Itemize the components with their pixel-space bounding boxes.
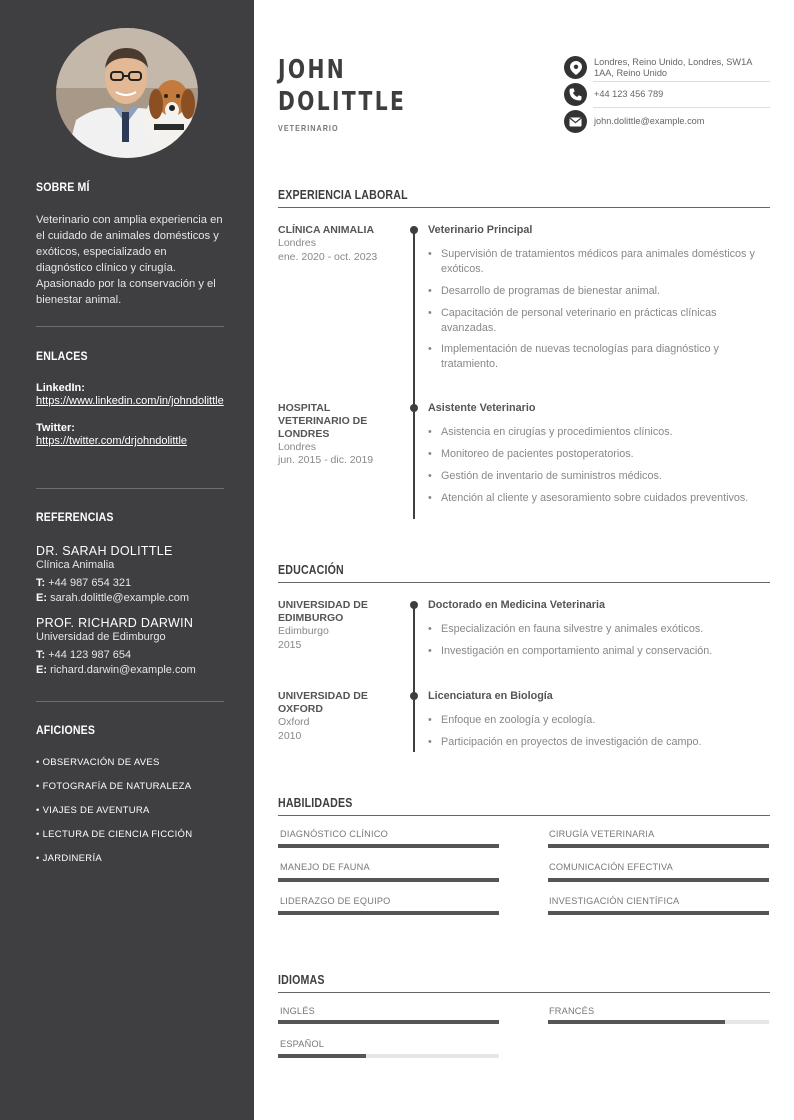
job-organization: HOSPITAL VETERINARIO DE LONDRES (278, 402, 368, 440)
address-text: Londres, Reino Unido, Londres, SW1A 1AA, Reino Unido (594, 57, 752, 78)
job-bullet: • Capacitación de personal veterinario en prácticas clínicas avanzadas. (428, 306, 758, 336)
job-bullet: • Implementación de nuevas tecnologías para diagnóstico y tratamiento. (428, 342, 758, 372)
twitter-link[interactable]: https://twitter.com/drjohndolittle (36, 435, 188, 447)
job-bullet: • Supervisión de tratamientos médicos para animales domésticos y exóticos. (428, 247, 758, 277)
edu-bullet: • Participación en proyectos de investigación de campo. (428, 735, 758, 750)
edu-year: 2010 (278, 730, 302, 742)
job-organization: CLÍNICA ANIMALIA (278, 224, 375, 236)
edu-organization: UNIVERSIDAD DE OXFORD (278, 690, 368, 715)
skill-bar-fill (278, 911, 499, 915)
hobby-item: • LECTURA DE CIENCIA FICCIÓN (36, 829, 193, 840)
reference-phone: +44 987 654 321 (48, 577, 132, 589)
reference-phone-label: T: (36, 577, 46, 589)
contact-email (564, 110, 770, 133)
experience-title: EXPERIENCIA LABORAL (278, 188, 408, 202)
job-bullet: • Desarrollo de programas de bienestar animal. (428, 284, 758, 299)
about-title: SOBRE MÍ (36, 180, 90, 194)
timeline-dot (410, 601, 418, 609)
languages-title: IDIOMAS (278, 973, 325, 987)
edu-degree: Doctorado en Medicina Veterinaria (428, 599, 605, 611)
edu-year: 2015 (278, 639, 302, 651)
reference-email: sarah.dolittle@example.com (50, 592, 190, 604)
edu-location: Edimburgo (278, 625, 329, 637)
reference-name: DR. SARAH DOLITTLE (36, 544, 173, 558)
skill-bar-fill (548, 844, 769, 848)
references-title: REFERENCIAS (36, 510, 114, 524)
twitter-label: Twitter: (36, 422, 75, 434)
contact-divider (593, 107, 770, 108)
skill-bar-fill (548, 911, 769, 915)
email-text: john.dolittle@example.com (594, 116, 705, 126)
skill-bar-fill (278, 878, 499, 882)
skill-bar (548, 844, 769, 848)
timeline-line (413, 604, 415, 752)
job-dates: ene. 2020 - oct. 2023 (278, 251, 378, 263)
section-rule (278, 582, 770, 583)
skill-label: MANEJO DE FAUNA (280, 862, 370, 872)
contact-divider (593, 81, 770, 82)
timeline-dot (410, 692, 418, 700)
edu-degree: Licenciatura en Biología (428, 690, 553, 702)
education-title: EDUCACIÓN (278, 563, 344, 577)
skill-bar (548, 878, 769, 882)
job-bullet: • Atención al cliente y asesoramiento sobre cuidados preventivos. (428, 491, 758, 506)
about-section (36, 180, 224, 308)
job-dates: jun. 2015 - dic. 2019 (278, 454, 374, 466)
language-bar-fill (278, 1020, 499, 1024)
reference-email: richard.darwin@example.com (50, 664, 196, 676)
skills-title: HABILIDADES (278, 796, 353, 810)
reference-item (36, 544, 224, 606)
timeline-line (413, 229, 415, 519)
reference-org: Clínica Animalia (36, 559, 115, 571)
sidebar-divider (36, 701, 224, 702)
skill-bar-fill (548, 878, 769, 882)
skill-label: CIRUGÍA VETERINARIA (549, 829, 655, 839)
skill-bar (278, 878, 499, 882)
section-rule (278, 207, 770, 208)
phone-icon (564, 83, 587, 106)
language-bar-fill (548, 1020, 725, 1024)
hobby-item: • VIAJES DE AVENTURA (36, 805, 150, 816)
reference-phone: +44 123 987 654 (48, 649, 132, 661)
links-section (36, 349, 224, 449)
location-icon (564, 56, 587, 79)
references-section (36, 510, 224, 678)
edu-location: Oxford (278, 716, 310, 728)
job-bullet: • Asistencia en cirugías y procedimientos clínicos. (428, 425, 758, 440)
skill-bar (278, 844, 499, 848)
section-rule (278, 815, 770, 816)
skill-bar-fill (278, 844, 499, 848)
language-bar (278, 1054, 499, 1058)
skill-label: DIAGNÓSTICO CLÍNICO (280, 829, 388, 839)
reference-item (36, 616, 224, 678)
skill-label: INVESTIGACIÓN CIENTÍFICA (549, 896, 680, 906)
person-name (278, 54, 406, 118)
hobbies-title: AFICIONES (36, 723, 96, 737)
reference-org: Universidad de Edimburgo (36, 631, 166, 643)
language-bar-fill (278, 1054, 366, 1058)
skill-label: LIDERAZGO DE EQUIPO (280, 896, 391, 906)
email-icon (564, 110, 587, 133)
sidebar-divider (36, 488, 224, 489)
links-title: ENLACES (36, 349, 88, 363)
timeline-dot (410, 404, 418, 412)
timeline-dot (410, 226, 418, 234)
reference-name: PROF. RICHARD DARWIN (36, 616, 194, 630)
language-bar (278, 1020, 499, 1024)
hobby-item: • JARDINERÍA (36, 853, 103, 864)
first-name: JOHN (278, 55, 347, 85)
job-title: VETERINARIO (278, 123, 339, 133)
hobby-item: • OBSERVACIÓN DE AVES (36, 757, 160, 768)
linkedin-link[interactable]: https://www.linkedin.com/in/johndolittle (36, 395, 224, 407)
edu-bullet: • Enfoque en zoología y ecología. (428, 713, 758, 728)
profile-photo (56, 28, 198, 158)
skill-bar (278, 911, 499, 915)
about-text: Veterinario con amplia experiencia en el cuidado de animales domésticos y exóticos, especializado en diagnóstico clínico y cirugía. Apasionado por la conservación y el bienestar animal. (36, 214, 223, 306)
language-bar (548, 1020, 769, 1024)
phone-text: +44 123 456 789 (594, 89, 664, 99)
sidebar (0, 0, 254, 1120)
job-position: Veterinario Principal (428, 224, 533, 236)
hobby-item: • FOTOGRAFÍA DE NATURALEZA (36, 781, 192, 792)
edu-organization: UNIVERSIDAD DE EDIMBURGO (278, 599, 368, 624)
edu-bullet: • Investigación en comportamiento animal y conservación. (428, 644, 758, 659)
job-bullet: • Monitoreo de pacientes postoperatorios. (428, 447, 758, 462)
language-label: ESPAÑOL (280, 1039, 325, 1049)
reference-phone-label: T: (36, 649, 46, 661)
linkedin-label: LinkedIn: (36, 382, 85, 394)
sidebar-divider (36, 326, 224, 327)
edu-bullet: • Especialización en fauna silvestre y animales exóticos. (428, 622, 758, 637)
contact-address (564, 56, 770, 79)
job-bullet: • Gestión de inventario de suministros médicos. (428, 469, 758, 484)
contact-phone (564, 83, 770, 106)
section-rule (278, 992, 770, 993)
reference-email-label: E: (36, 592, 47, 604)
hobbies-section (36, 723, 224, 877)
reference-email-label: E: (36, 664, 47, 676)
job-location: Londres (278, 237, 316, 249)
language-label: INGLÉS (280, 1006, 315, 1016)
last-name: DOLITTLE (278, 87, 407, 117)
job-location: Londres (278, 441, 316, 453)
language-label: FRANCÉS (549, 1006, 595, 1016)
skill-bar (548, 911, 769, 915)
skill-label: COMUNICACIÓN EFECTIVA (549, 862, 673, 872)
job-position: Asistente Veterinario (428, 402, 536, 414)
